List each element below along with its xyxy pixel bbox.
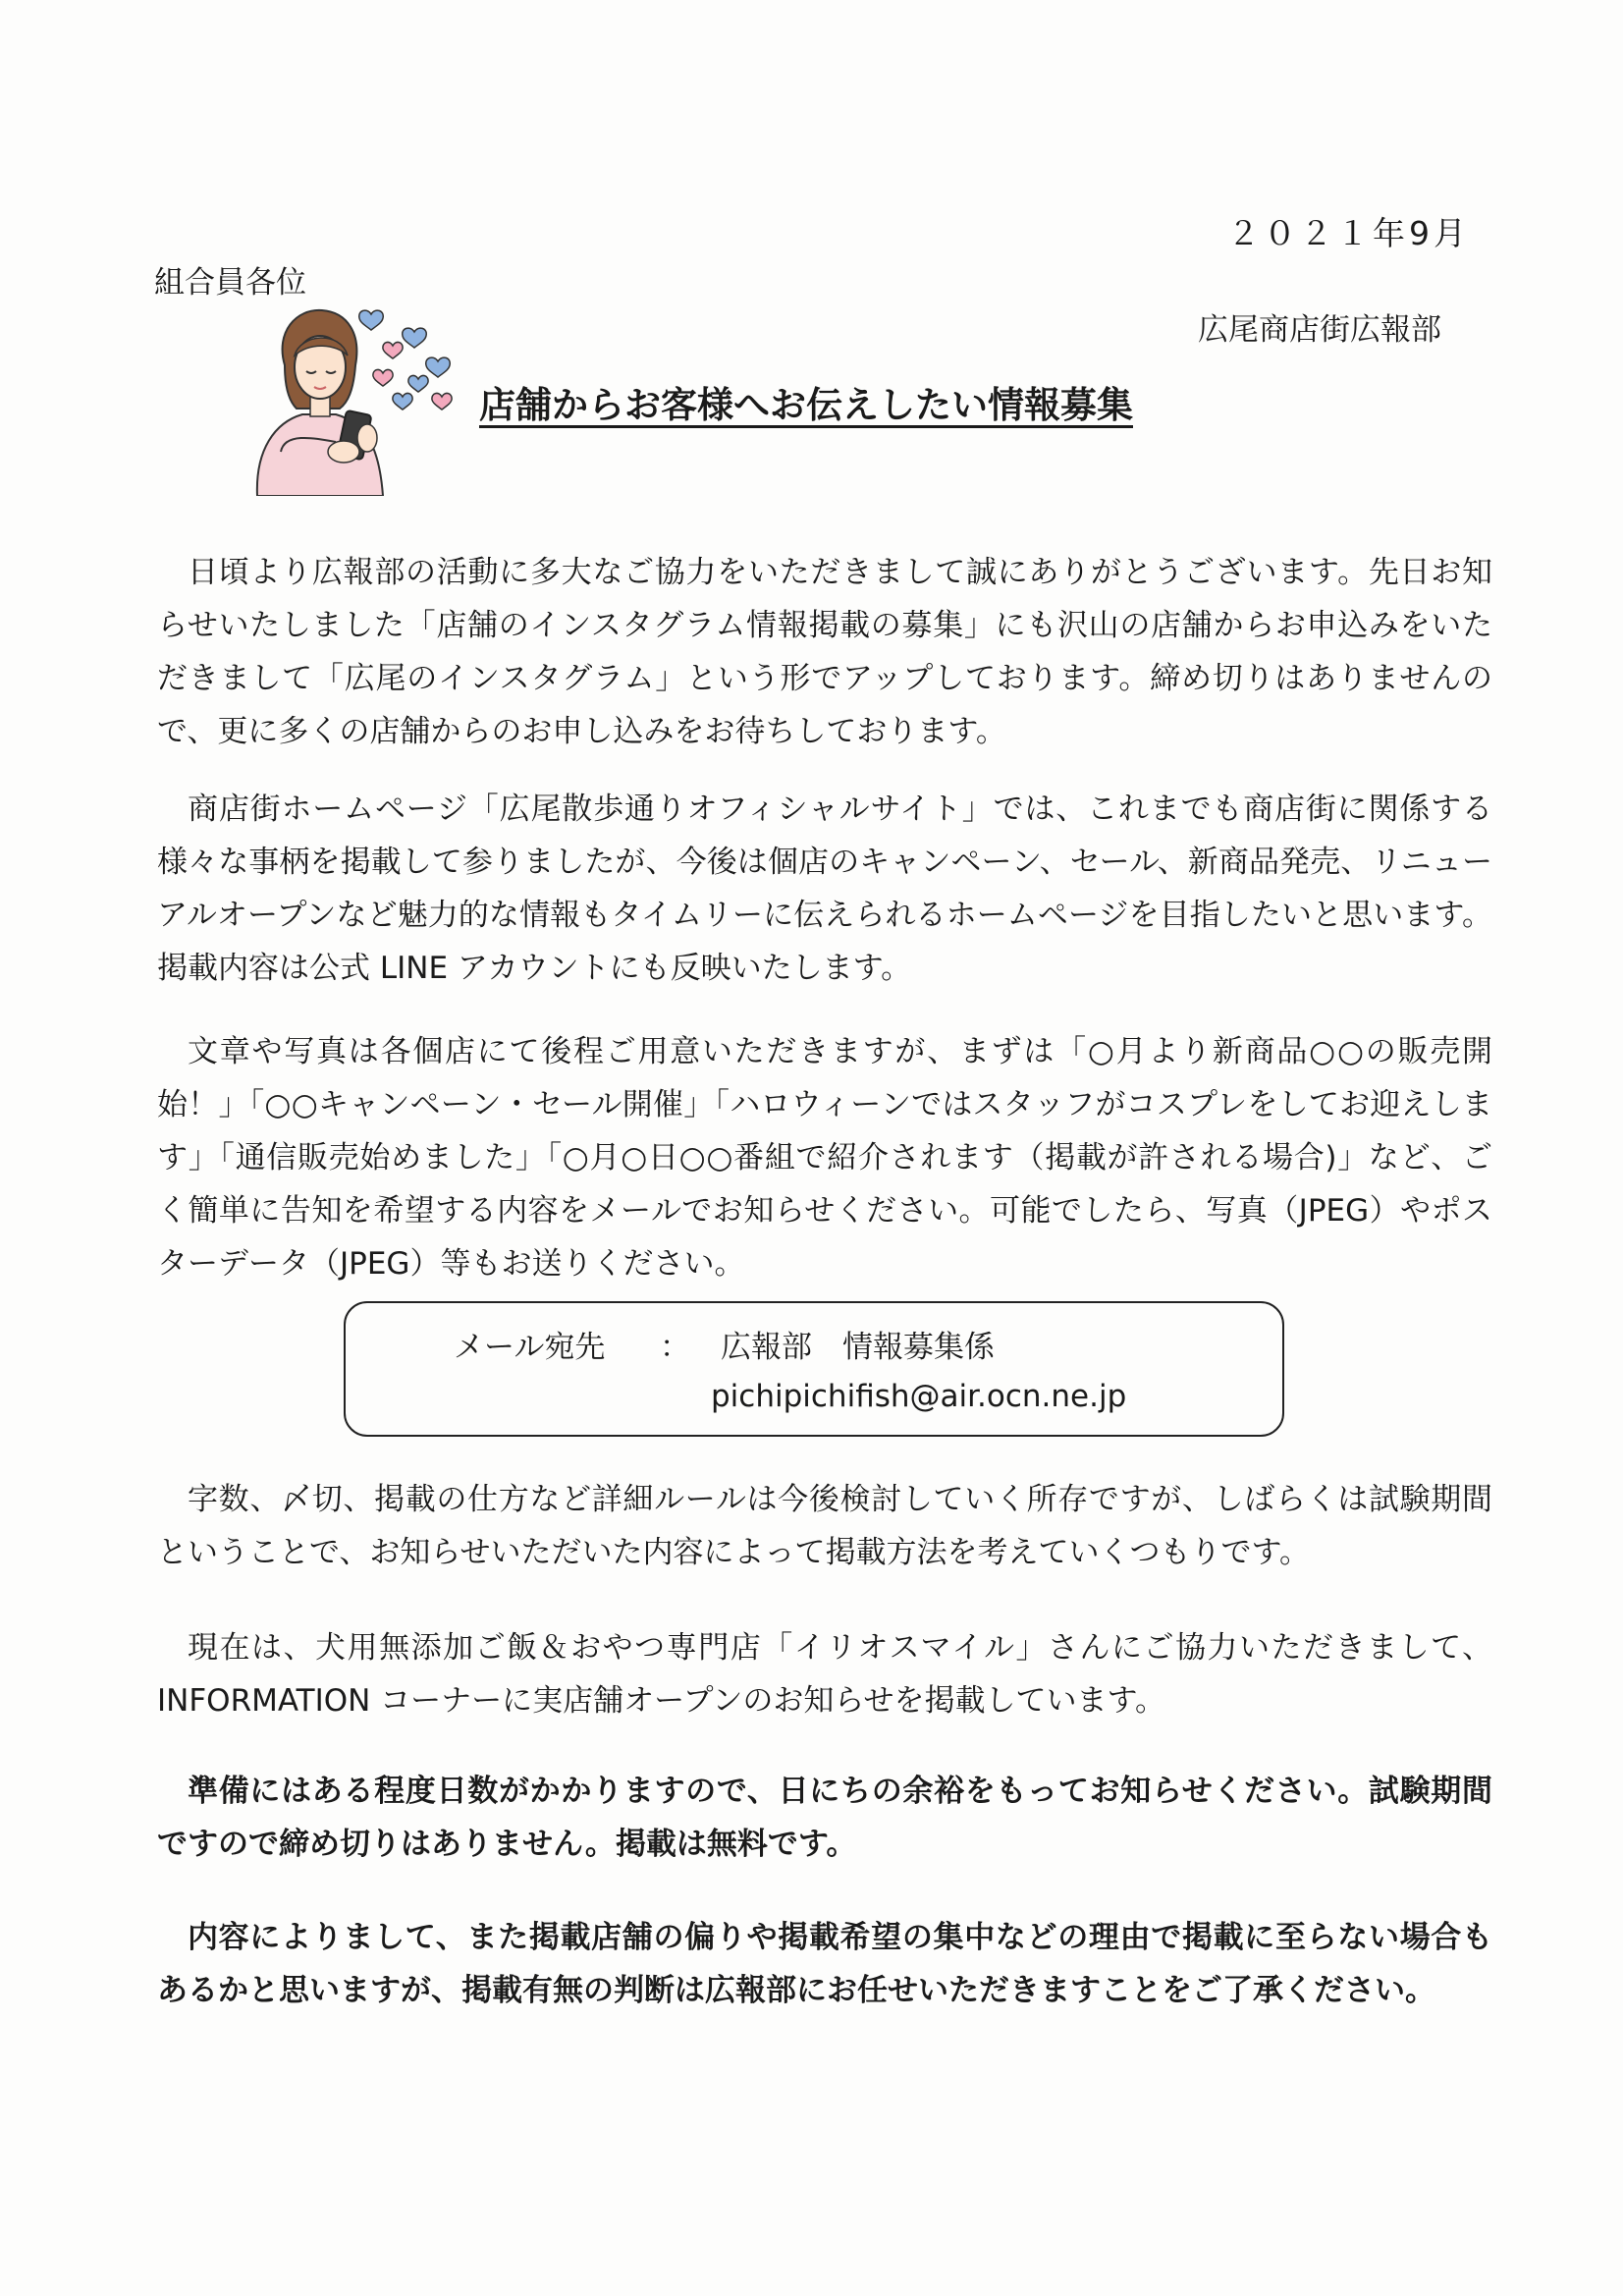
mail-colon: ： — [660, 1330, 690, 1365]
paragraph-thanks: 日頃より広報部の活動に多大なご協力をいただきまして誠にありがとうございます。先日お知らせいたしました「店舗のインスタグラム情報掲載の募集」にも沢山の店舗からお申込みをいただきまして「広尾のインスタグラム」という形でアップしております。締め切りはありませんので、更に多くの店舗からのお申し込みをお待ちしております。 — [157, 555, 1492, 749]
paragraph-submission: 文章や写真は各個店にて後程ご用意いただきますが、まずは「○月より新商品○○の販売開始！」「○○キャンペーン・セール開催」「ハロウィーンではスタッフがコスプレをしてお迎えします」「通信販売始めました」「○月○日○○番組で紹介されます（掲載が許される場合)」など、ごく簡単に告知を希望する内容をメールでお知らせください。可能でしたら、写真（JPEG）やポスターデータ（JPEG）等もお送りください。 — [157, 1034, 1492, 1282]
hearts-icon — [359, 310, 452, 410]
page-title: 店舗からお客様へお伝えしたい情報募集 — [479, 384, 1133, 426]
mail-recipient-row — [454, 1322, 995, 1366]
woman-with-smartphone-hearts-icon — [245, 295, 457, 496]
paragraph-current: 現在は、犬用無添加ご飯＆おやつ専門店「イリオスマイル」さんにご協力いただきまして、INFORMATION コーナーに実店舗オープンのお知らせを掲載しています。 — [157, 1630, 1493, 1719]
mail-label: メール宛先 — [454, 1330, 606, 1365]
paragraph-disclaimer: 内容によりまして、また掲載店舗の偏りや掲載希望の集中などの理由で掲載に至らない場合もあるかと思いますが、掲載有無の判断は広報部にお任せいただきますことをご了承ください。 — [157, 1920, 1492, 2008]
paragraph-homepage: 商店街ホームページ「広尾散歩通りオフィシャルサイト」では、これまでも商店街に関係する様々な事柄を掲載して参りましたが、今後は個店のキャンペーン、セール、新商品発売、リニューアルオープンなど魅力的な情報もタイムリーに伝えられるホームページを目指したいと思います。掲載内容は公式 LINE アカウントにも反映いたします。 — [157, 792, 1492, 986]
paragraph-rules: 字数、〆切、掲載の仕方など詳細ルールは今後検討していく所存ですが、しばらくは試験期間ということで、お知らせいただいた内容によって掲載方法を考えていくつもりです。 — [157, 1482, 1492, 1570]
recipient-line: 組合員各位 — [154, 265, 306, 301]
mail-address[interactable]: pichipichifish@air.ocn.ne.jp — [711, 1379, 1127, 1414]
issue-date: ２０２１年9月 — [1227, 214, 1470, 252]
paragraph-preparation: 準備にはある程度日数がかかりますので、日にちの余裕をもってお知らせください。試験期間ですので締め切りはありません。掲載は無料です。 — [157, 1774, 1492, 1862]
mail-department: 広報部 情報募集係 — [721, 1330, 995, 1365]
sender-line: 広尾商店街広報部 — [1198, 312, 1441, 348]
